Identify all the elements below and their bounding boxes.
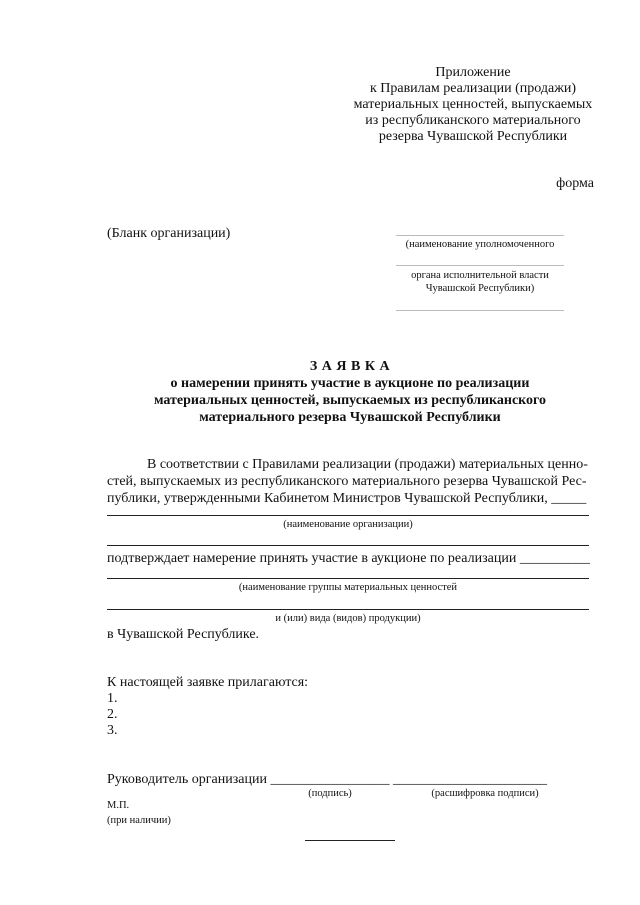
addressee-rule-1	[396, 235, 564, 236]
document-title: З А Я В К А	[309, 359, 391, 374]
kind-caption: и (или) вида (видов) продукции)	[275, 613, 421, 624]
region-line: в Чувашской Республике.	[107, 627, 260, 642]
group-caption: (наименование группы материальных ценностей	[238, 582, 458, 593]
body-line-2: стей, выпускаемых из республиканского материального резерва Чувашской Рес-	[107, 474, 587, 489]
org-name-rule	[107, 515, 589, 516]
form-label: форма	[556, 176, 594, 191]
attachments-header: К настоящей заявке прилагаются:	[107, 675, 309, 690]
title-sub-3: материального резерва Чувашской Республики	[199, 410, 501, 425]
org-name-caption: (наименование организации)	[283, 519, 413, 530]
body-line-1: В соответствии с Правилами реализации (продажи) материальных ценно-	[147, 457, 588, 472]
annex-line-3: материальных ценностей, выпускаемых	[353, 97, 593, 112]
stamp-note: (при наличии)	[107, 815, 171, 826]
title-sub-2: материальных ценностей, выпускаемых из республиканского	[153, 393, 547, 408]
addressee-rule-2	[396, 265, 564, 266]
annex-line-2: к Правилам реализации (продажи)	[369, 81, 577, 96]
org-name-rule-2	[107, 545, 589, 546]
signature-line: Руководитель организации _________________ ______________________	[107, 772, 547, 787]
letterhead-label: (Бланк организации)	[107, 226, 231, 241]
kind-rule	[107, 609, 589, 610]
annex-line-5: резерва Чувашской Республики	[378, 129, 568, 144]
signature-decode-caption: (расшифровка подписи)	[431, 788, 539, 799]
footer-rule	[305, 840, 395, 841]
body-line-3: публики, утвержденными Кабинетом Министров Чувашской Республики, _____	[107, 491, 587, 506]
stamp-label: М.П.	[107, 800, 130, 811]
addressee-caption-3: Чувашской Республики)	[425, 283, 535, 294]
confirm-line: подтверждает намерение принять участие в аукционе по реализации __________	[107, 551, 590, 566]
addressee-rule-3	[396, 310, 564, 311]
attachment-item-1: 1.	[107, 691, 118, 706]
annex-line-1: Приложение	[435, 65, 511, 80]
annex-line-4: из республиканского материального	[365, 113, 581, 128]
signature-caption: (подпись)	[308, 788, 352, 799]
title-sub-1: о намерении принять участие в аукционе по реализации	[170, 376, 530, 391]
addressee-caption-2: органа исполнительной власти	[411, 270, 549, 281]
group-rule	[107, 578, 589, 579]
addressee-caption-1: (наименование уполномоченного	[405, 239, 555, 250]
attachment-item-2: 2.	[107, 707, 118, 722]
attachment-item-3: 3.	[107, 723, 118, 738]
